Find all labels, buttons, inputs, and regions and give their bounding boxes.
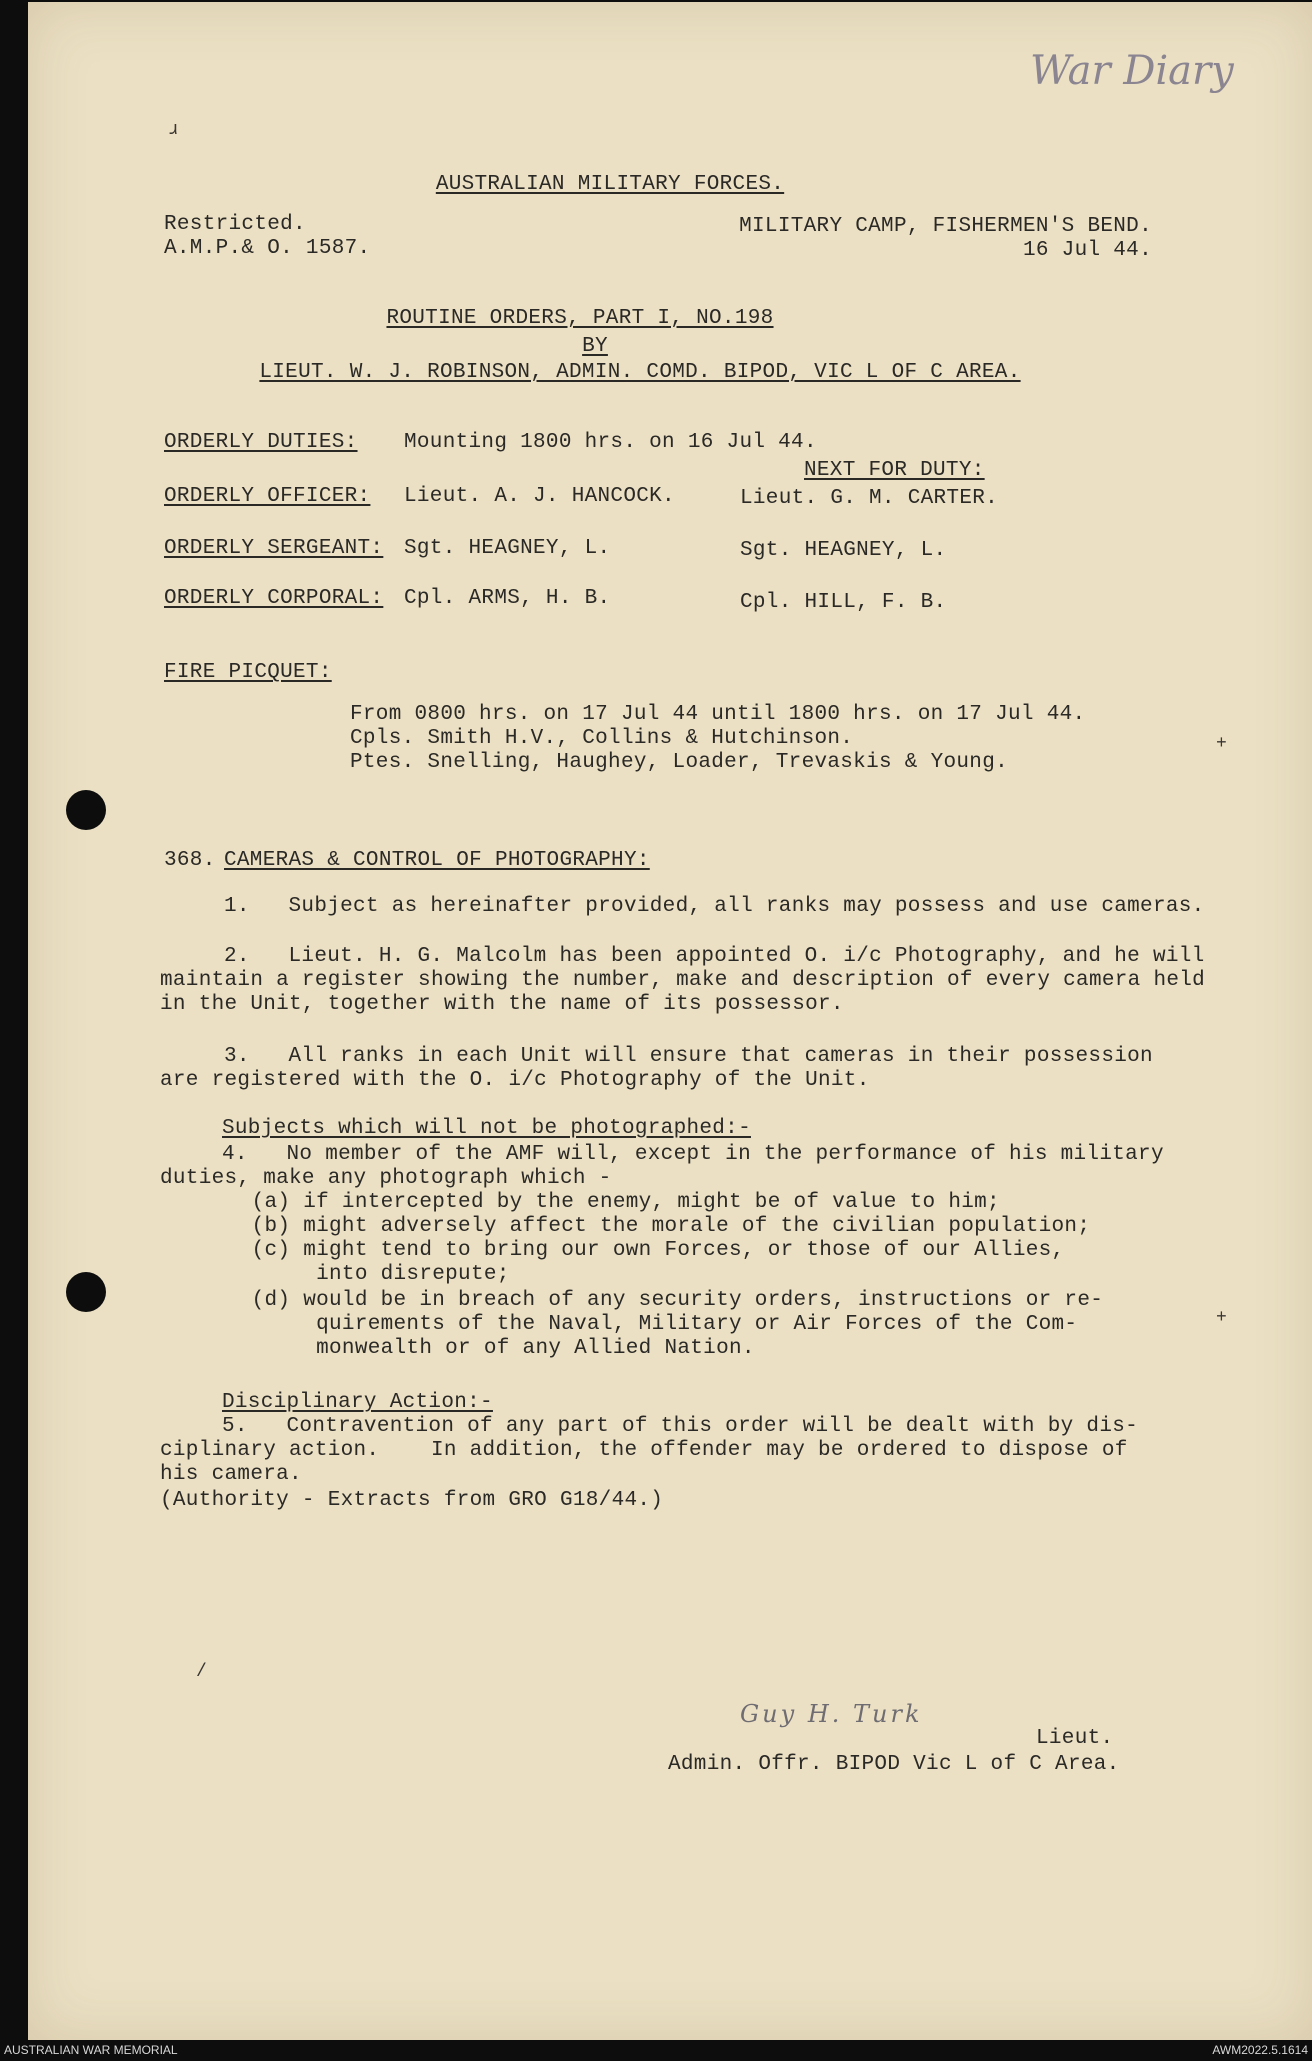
duty-current: Lieut. A. J. HANCOCK. bbox=[404, 485, 675, 508]
paragraph-line: in the Unit, together with the name of its possessor. bbox=[160, 993, 844, 1016]
footer-right: AWM2022.5.1614 bbox=[1212, 2043, 1308, 2057]
duty-label: ORDERLY CORPORAL: bbox=[164, 587, 384, 610]
subheading: Disciplinary Action:- bbox=[222, 1391, 493, 1414]
list-item: quirements of the Naval, Military or Air Forces of the Com- bbox=[200, 1313, 1078, 1336]
paragraph-line: duties, make any photograph which - bbox=[160, 1167, 612, 1190]
punch-hole bbox=[66, 790, 106, 830]
duty-current: Sgt. HEAGNEY, L. bbox=[404, 537, 611, 560]
next-for-duty-header: NEXT FOR DUTY: bbox=[804, 459, 985, 482]
duty-next: Sgt. HEAGNEY, L. bbox=[740, 539, 947, 562]
punch-hole bbox=[66, 1272, 106, 1312]
paper-mark: / bbox=[196, 1662, 207, 1682]
list-item: (d) would be in breach of any security orders, instructions or re- bbox=[200, 1289, 1104, 1312]
paragraph-line: 5. Contravention of any part of this order will be dealt with by dis- bbox=[222, 1415, 1139, 1438]
paragraph-line: maintain a register showing the number, make and description of every camera held bbox=[160, 969, 1206, 992]
paper-mark: + bbox=[1216, 1308, 1227, 1328]
orders-by: BY bbox=[582, 335, 608, 358]
footer-left: AUSTRALIAN WAR MEMORIAL bbox=[4, 2043, 178, 2057]
orderly-duties-label: ORDERLY DUTIES: bbox=[164, 431, 358, 454]
paragraph-line: are registered with the O. i/c Photography of the Unit. bbox=[160, 1069, 870, 1092]
document-date: 16 Jul 44. bbox=[1022, 239, 1152, 262]
paragraph-line: 4. No member of the AMF will, except in the performance of his military bbox=[222, 1143, 1164, 1166]
orders-commander: LIEUT. W. J. ROBINSON, ADMIN. COMD. BIPOD, VIC L OF C AREA. bbox=[259, 361, 1021, 384]
duty-next: Lieut. G. M. CARTER. bbox=[740, 487, 999, 510]
fire-picquet-line: Ptes. Snelling, Haughey, Loader, Trevaskis & Young. bbox=[350, 751, 1009, 774]
paragraph-line: 3. All ranks in each Unit will ensure that cameras in their possession bbox=[224, 1045, 1153, 1068]
force-title: AUSTRALIAN MILITARY FORCES. bbox=[435, 173, 785, 196]
paragraph-line: 1. Subject as hereinafter provided, all ranks may possess and use cameras. bbox=[224, 895, 1205, 918]
duty-current: Cpl. ARMS, H. B. bbox=[404, 587, 611, 610]
mounting-time: Mounting 1800 hrs. on 16 Jul 44. bbox=[404, 431, 817, 454]
paragraph-line: ciplinary action. In addition, the offender may be ordered to dispose of bbox=[160, 1439, 1128, 1462]
list-item: (b) might adversely affect the morale of the civilian population; bbox=[200, 1215, 1091, 1238]
reference-number: A.M.P.& O. 1587. bbox=[164, 237, 371, 260]
paragraph-line: his camera. bbox=[160, 1463, 302, 1486]
list-item: into disrepute; bbox=[200, 1263, 510, 1286]
paragraph-line: 2. Lieut. H. G. Malcolm has been appointed O. i/c Photography, and he will bbox=[224, 945, 1205, 968]
list-item: (c) might tend to bring our own Forces, or those of our Allies, bbox=[200, 1239, 1065, 1262]
signatory-rank: Lieut. bbox=[1036, 1727, 1114, 1750]
paper-mark: + bbox=[1216, 734, 1227, 754]
handwritten-note: War Diary bbox=[1030, 48, 1234, 94]
fire-picquet-line: Cpls. Smith H.V., Collins & Hutchinson. bbox=[350, 727, 854, 750]
list-item: (a) if intercepted by the enemy, might be of value to him; bbox=[200, 1191, 1000, 1214]
section-title: CAMERAS & CONTROL OF PHOTOGRAPHY: bbox=[224, 849, 650, 872]
list-item: monwealth or of any Allied Nation. bbox=[200, 1337, 755, 1360]
fire-picquet-line: From 0800 hrs. on 17 Jul 44 until 1800 hrs. on 17 Jul 44. bbox=[350, 703, 1086, 726]
duty-label: ORDERLY OFFICER: bbox=[164, 485, 371, 508]
fire-picquet-label: FIRE PICQUET: bbox=[164, 661, 332, 684]
subheading: Subjects which will not be photographed:- bbox=[222, 1117, 751, 1140]
camp-name: MILITARY CAMP, FISHERMEN'S BEND. bbox=[739, 215, 1152, 238]
duty-next: Cpl. HILL, F. B. bbox=[740, 591, 947, 614]
signature: Guy H. Turk bbox=[740, 1700, 923, 1728]
paper-mark: ɹ bbox=[168, 120, 179, 140]
section-number: 368. bbox=[164, 849, 216, 872]
signatory-appointment: Admin. Offr. BIPOD Vic L of C Area. bbox=[668, 1753, 1120, 1776]
restriction-label: Restricted. bbox=[164, 213, 306, 236]
duty-label: ORDERLY SERGEANT: bbox=[164, 537, 384, 560]
authority-line: (Authority - Extracts from GRO G18/44.) bbox=[160, 1489, 664, 1512]
orders-title: ROUTINE ORDERS, PART I, NO.198 bbox=[386, 307, 774, 330]
